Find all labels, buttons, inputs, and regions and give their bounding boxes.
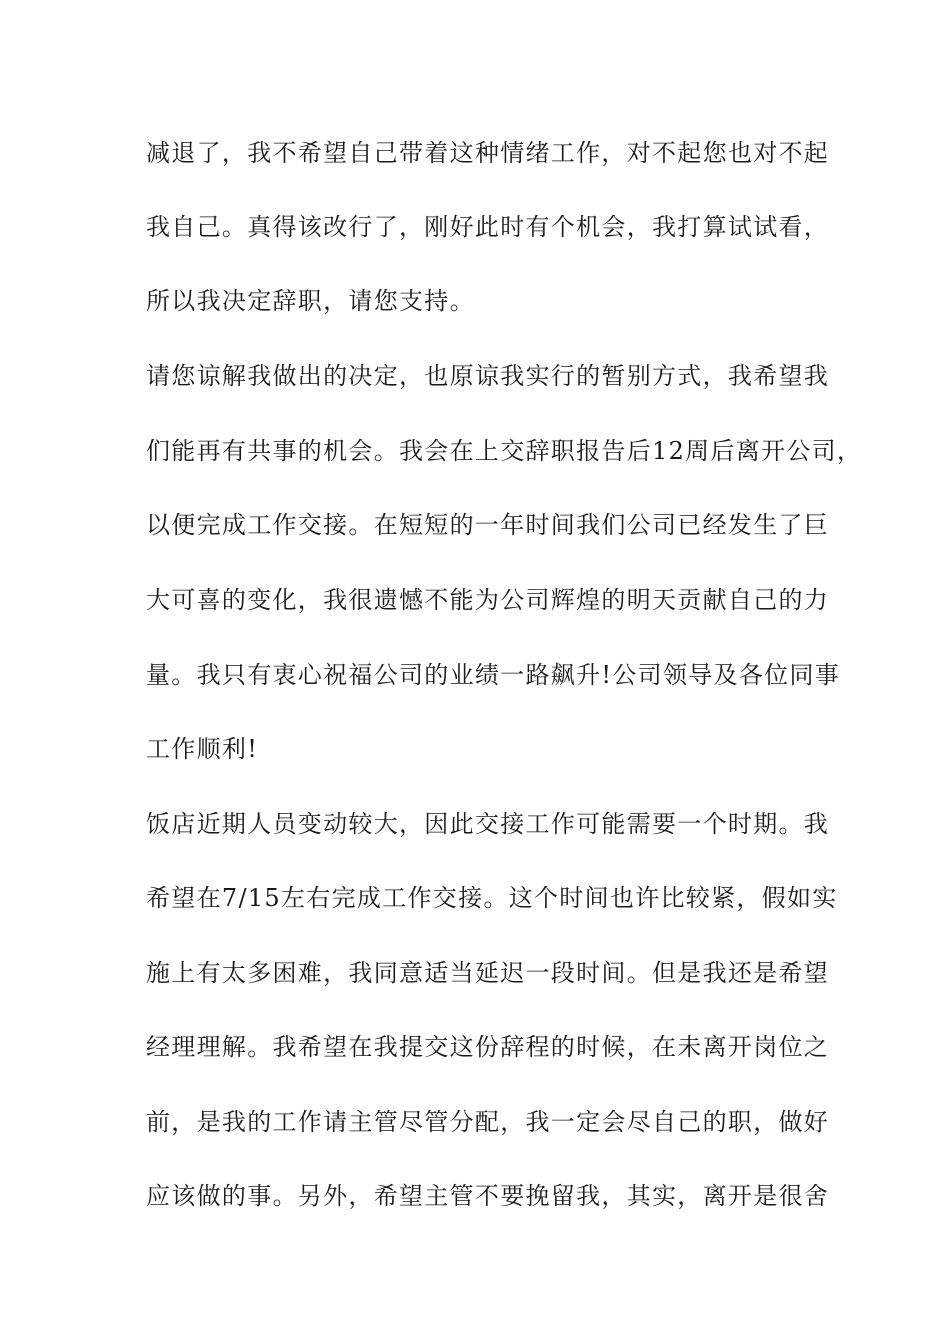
text-line: 以便完成工作交接。在短短的一年时间我们公司已经发生了巨	[146, 511, 830, 539]
text-line: 大可喜的变化，我很遗憾不能为公司辉煌的明天贡献自己的力	[146, 586, 830, 614]
text-line: 希望在7/15左右完成工作交接。这个时间也许比较紧，假如实	[146, 884, 838, 912]
text-line: 我自己。真得该改行了，刚好此时有个机会，我打算试试看，	[146, 213, 830, 241]
text-line: 量。我只有衷心祝福公司的业绩一路飙升!公司领导及各位同事	[146, 661, 841, 689]
text-line: 们能再有共事的机会。我会在上交辞职报告后12周后离开公司，	[146, 437, 863, 465]
text-line: 饭店近期人员变动较大，因此交接工作可能需要一个时期。我	[146, 810, 830, 838]
text-line: 所以我决定辞职，请您支持。	[146, 287, 475, 315]
text-line: 工作顺利!	[146, 735, 259, 763]
text-line: 应该做的事。另外，希望主管不要挽留我，其实，离开是很舍	[146, 1182, 830, 1210]
text-line: 施上有太多困难，我同意适当延迟一段时间。但是我还是希望	[146, 959, 830, 987]
text-line: 减退了，我不希望自己带着这种情绪工作，对不起您也对不起	[146, 139, 830, 167]
text-line: 经理理解。我希望在我提交这份辞程的时候，在未离开岗位之	[146, 1033, 830, 1061]
text-line: 前，是我的工作请主管尽管分配，我一定会尽自己的职，做好	[146, 1108, 830, 1136]
text-line: 请您谅解我做出的决定，也原谅我实行的暂别方式，我希望我	[146, 362, 830, 390]
